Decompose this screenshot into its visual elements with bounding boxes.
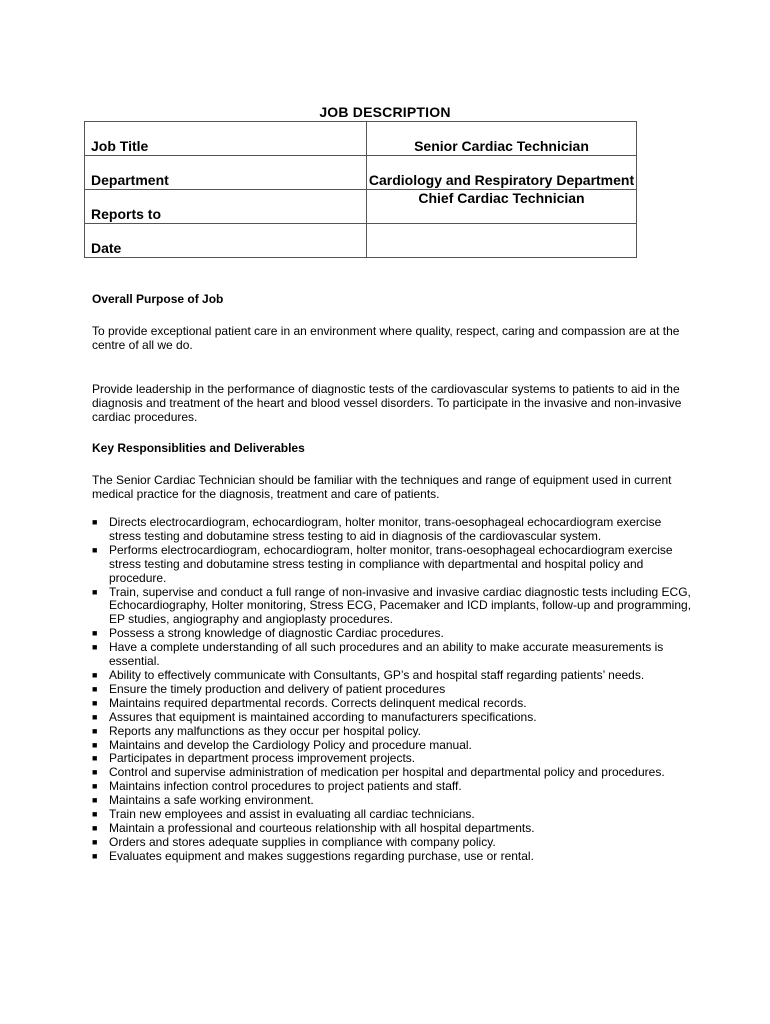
list-item-text: Assures that equipment is maintained according to manufacturers specifications. <box>109 709 537 724</box>
list-item <box>92 586 692 628</box>
responsibilities-list <box>92 516 692 864</box>
key-responsibilities-heading: Key Responsiblities and Deliverables <box>92 441 305 455</box>
list-item <box>92 669 692 683</box>
list-item-text: Maintains and develop the Cardiology Policy and procedure manual. <box>109 737 472 752</box>
list-item-text: Ability to effectively communicate with Consultants, GP’s and hospital staff regarding patients’ needs. <box>109 667 645 682</box>
bullet-icon: ■ <box>92 767 98 778</box>
document-title: JOB DESCRIPTION <box>319 104 451 120</box>
key-responsibilities-intro: The Senior Cardiac Technician should be familiar with the techniques and range of equipment used in current medical practice for the diagnosis, treatment and care of patients. <box>92 473 672 501</box>
job-title-label: Job Title <box>85 122 367 156</box>
list-item-text: Maintains required departmental records. Corrects delinquent medical records. <box>109 695 527 710</box>
list-item <box>92 725 692 739</box>
bullet-icon: ■ <box>92 697 98 708</box>
bullet-icon: ■ <box>92 850 98 861</box>
overall-purpose-heading: Overall Purpose of Job <box>92 292 224 306</box>
date-value <box>367 224 637 258</box>
overall-purpose-paragraph-2: Provide leadership in the performance of diagnostic tests of the cardiovascular systems to patients to aid in the diagnosis and treatment of the heart and blood vessel disorders. To participate in the invasive and non-invasive cardiac procedures. <box>92 382 682 424</box>
bullet-icon: ■ <box>92 544 98 555</box>
list-item-text: Train, supervise and conduct a full range of non-invasive and invasive cardiac diagnostic tests including ECG, Echocardiography, Holter monitoring, Stress ECG, Pacemaker and ICD implants, follow-up and programming, EP studies, angiography and angioplasty procedures. <box>109 584 692 627</box>
reports-to-value: Chief Cardiac Technician <box>367 190 637 224</box>
job-info-table <box>84 121 637 258</box>
bullet-icon: ■ <box>92 711 98 722</box>
list-item-text: Control and supervise administration of medication per hospital and departmental policy and procedures. <box>109 765 665 780</box>
bullet-icon: ■ <box>92 836 98 847</box>
bullet-icon: ■ <box>92 795 98 806</box>
list-item <box>92 836 692 850</box>
bullet-icon: ■ <box>92 642 98 653</box>
list-item <box>92 766 692 780</box>
bullet-icon: ■ <box>92 683 98 694</box>
list-item <box>92 697 692 711</box>
list-item-text: Performs electrocardiogram, echocardiogram, holter monitor, trans-oesophageal echocardiogram exercise stress testing and dobutamine stress testing in compliance with departmental and hospital policy and procedure. <box>109 542 673 585</box>
list-item <box>92 780 692 794</box>
list-item-text: Reports any malfunctions as they occur per hospital policy. <box>109 723 421 738</box>
department-value: Cardiology and Respiratory Department <box>367 156 637 190</box>
table-row <box>85 156 637 190</box>
list-item-text: Maintain a professional and courteous relationship with all hospital departments. <box>109 820 535 835</box>
list-item-text: Directs electrocardiogram, echocardiogram, holter monitor, trans-oesophageal echocardiogram exercise stress testing and dobutamine stress testing to aid in diagnosis of the cardiovascular system. <box>109 515 662 543</box>
overall-purpose-paragraph-1: To provide exceptional patient care in an environment where quality, respect, caring and compassion are at the centre of all we do. <box>92 324 680 352</box>
bullet-icon: ■ <box>92 822 98 833</box>
bullet-icon: ■ <box>92 739 98 750</box>
bullet-icon: ■ <box>92 809 98 820</box>
list-item-text: Orders and stores adequate supplies in compliance with company policy. <box>109 834 496 849</box>
list-item <box>92 516 692 544</box>
bullet-icon: ■ <box>92 669 98 680</box>
list-item <box>92 752 692 766</box>
job-title-value: Senior Cardiac Technician <box>367 122 637 156</box>
bullet-icon: ■ <box>92 725 98 736</box>
list-item-text: Evaluates equipment and makes suggestions regarding purchase, use or rental. <box>109 848 534 863</box>
list-item <box>92 794 692 808</box>
bullet-icon: ■ <box>92 586 98 597</box>
list-item <box>92 641 692 669</box>
list-item <box>92 850 692 864</box>
bullet-icon: ■ <box>92 753 98 764</box>
list-item <box>92 711 692 725</box>
date-label: Date <box>85 224 367 258</box>
bullet-icon: ■ <box>92 517 98 527</box>
bullet-icon: ■ <box>92 781 98 792</box>
list-item <box>92 544 692 586</box>
table-row <box>85 224 637 258</box>
reports-to-label: Reports to <box>85 190 367 224</box>
list-item-text: Maintains a safe working environment. <box>109 793 314 808</box>
list-item <box>92 627 692 641</box>
list-item-text: Participates in department process improvement projects. <box>109 751 416 766</box>
list-item-text: Train new employees and assist in evaluating all cardiac technicians. <box>109 807 475 822</box>
list-item <box>92 683 692 697</box>
table-row <box>85 190 637 224</box>
list-item <box>92 739 692 753</box>
list-item-text: Have a complete understanding of all such procedures and an ability to make accurate measurements is essential. <box>109 640 664 669</box>
department-label: Department <box>85 156 367 190</box>
list-item <box>92 822 692 836</box>
list-item-text: Ensure the timely production and delivery of patient procedures <box>109 681 446 696</box>
list-item-text: Possess a strong knowledge of diagnostic Cardiac procedures. <box>109 626 444 641</box>
table-row <box>85 122 637 156</box>
bullet-icon: ■ <box>92 628 98 639</box>
list-item <box>92 808 692 822</box>
list-item-text: Maintains infection control procedures to project patients and staff. <box>109 779 462 794</box>
